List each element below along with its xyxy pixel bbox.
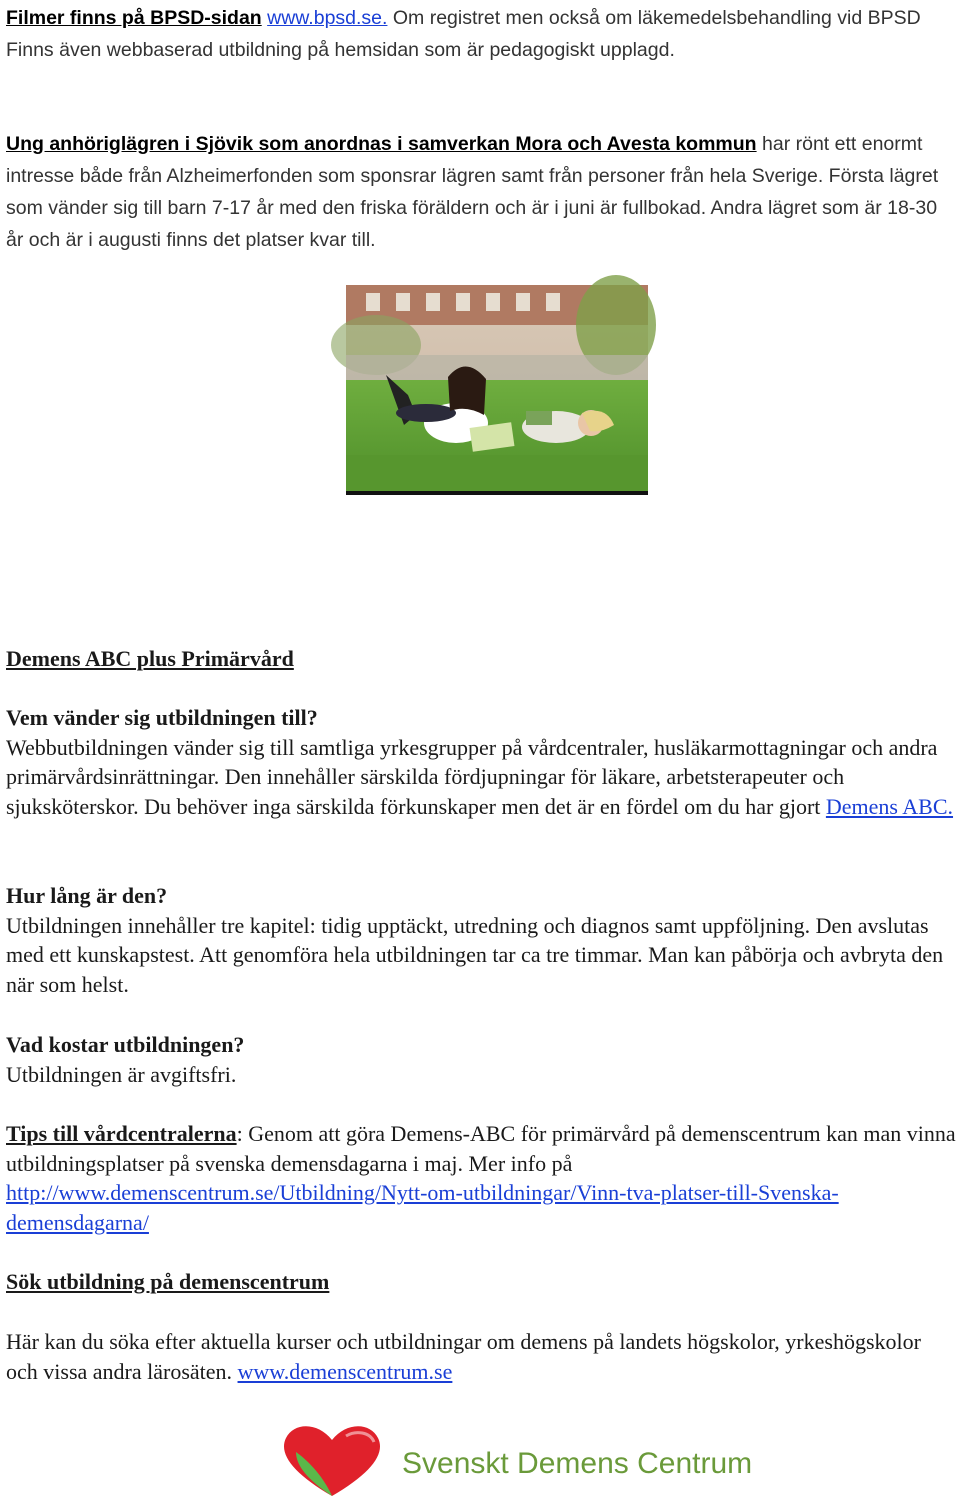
answer-duration: Utbildningen innehåller tre kapitel: tidig upptäckt, utredning och diagnos samt uppföljning. Den avslutas med ett kunskapstest. Att genomföra hela utbildningen tar ca tre timmar. Man kan påbörja och avbryta den när som helst. [6, 912, 944, 997]
heart-logo-icon [284, 1426, 380, 1496]
tips-label: Tips till vårdcentralerna [6, 1121, 237, 1146]
logo-text: Svenskt Demens Centrum [402, 1447, 753, 1480]
tips-text: : Genom att göra Demens-ABC för primärvård på demenscentrum kan man vinna utbildningsplatser på svenska demensdagarna i maj. Mer info på [6, 1121, 956, 1176]
question-cost: Vad kostar utbildningen? [6, 1032, 245, 1057]
search-paragraph [6, 1327, 956, 1386]
demenscentrum-link[interactable]: www.demenscentrum.se [237, 1358, 453, 1384]
question-duration: Hur lång är den? [6, 883, 168, 908]
answer-target-group: Webbutbildningen vänder sig till samtliga yrkesgrupper på vårdcentraler, husläkarmottagningar och andra primärvårdsinrättningar. Den innehåller särskilda fördjupningar för läkare, arbetsterapeuter och sjuksköterskor. Du behöver inga särskilda förkunskaper men det är en fördel om du har gjort [6, 734, 938, 819]
primary-care-heading: Demens ABC plus Primärvård [6, 646, 294, 671]
answer-cost: Utbildningen är avgiftsfri. [6, 1061, 237, 1087]
search-section [6, 1267, 956, 1297]
target-group-section [6, 703, 956, 821]
demens-abc-link[interactable]: Demens ABC. [825, 793, 954, 819]
search-heading: Sök utbildning på demenscentrum [6, 1269, 330, 1294]
duration-section [6, 881, 956, 999]
camp-text: har rönt ett enormt intresse både från Alzheimerfonden som sponsrar lägren samt från personer från hela Sverige. Första lägret som vänder sig till barn 7-17 år med den friska föräldern och är i juni är fullbokad. Andra lägret som är 18-30 år och är i augusti finns det platser kvar till. [6, 133, 939, 251]
tips-section [6, 1119, 956, 1237]
svenskt-demens-centrum-logo [274, 1418, 753, 1500]
search-text: Här kan du söka efter aktuella kurser och utbildningar om demens på landets högskolor, yrkeshögskolor och vissa andra lärosäten. [6, 1329, 921, 1384]
intro-title: Filmer finns på BPSD-sidan [6, 7, 262, 29]
demensdagarna-link[interactable]: http://www.demenscentrum.se/Utbildning/Nytt-om-utbildningar/Vinn-tva-platser-till-Svenska-demensdagarna/ [6, 1180, 839, 1235]
cost-section [6, 1030, 956, 1089]
primary-care-section [6, 644, 956, 674]
students-reading-photo [346, 285, 648, 495]
intro-text: Om registret men också om läkemedelsbehandling vid BPSD Finns även webbaserad utbildning på hemsidan som är pedagogiskt upplagd. [6, 7, 921, 61]
intro-paragraph [6, 2, 956, 66]
camp-paragraph [6, 128, 956, 256]
camp-title: Ung anhöriglägren i Sjövik som anordnas i samverkan Mora och Avesta kommun [6, 133, 757, 155]
question-target-group: Vem vänder sig utbildningen till? [6, 705, 318, 730]
bpsd-link[interactable]: www.bpsd.se. [267, 7, 388, 29]
